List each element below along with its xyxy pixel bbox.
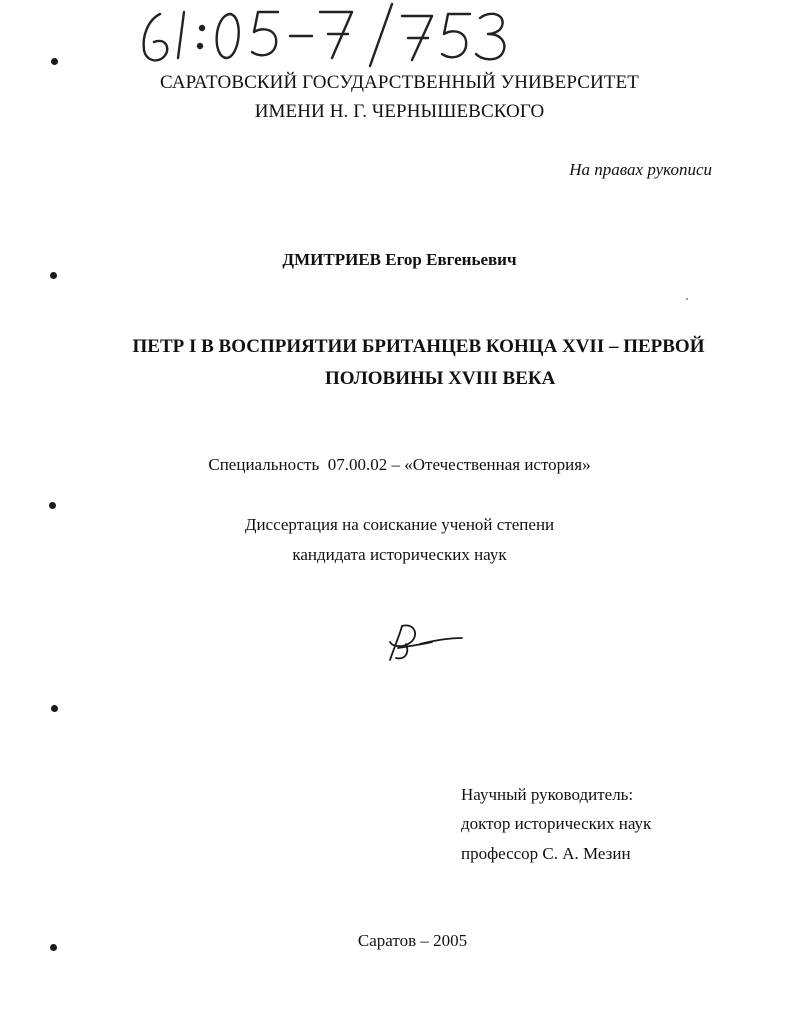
dissertation-title-line-2: ПОЛОВИНЫ XVIII ВЕКА (325, 368, 556, 389)
author-signature (380, 618, 470, 668)
punch-hole (51, 705, 58, 712)
punch-hole (51, 58, 58, 65)
handwritten-archive-code (130, 0, 530, 72)
dissertation-title-line-1: ПЕТР I В ВОСПРИЯТИИ БРИТАНЦЕВ КОНЦА XVII – ПЕРВОЙ (132, 336, 705, 357)
university-name: САРАТОВСКИЙ ГОСУДАРСТВЕННЫЙ УНИВЕРСИТЕТ (160, 72, 639, 93)
punch-hole (50, 272, 57, 279)
manuscript-note: На правах рукописи (569, 160, 712, 179)
city-year: Саратов – 2005 (357, 931, 468, 950)
author-given-names: Егор Евгеньевич (385, 250, 517, 269)
specialty-label: Специальность (208, 455, 320, 474)
advisor-name: профессор С. А. Мезин (461, 844, 631, 863)
specialty (0, 455, 799, 475)
specialty-code: 07.00.02 – «Отечественная история» (327, 455, 591, 474)
author-name (0, 250, 799, 270)
degree-line-2: кандидата исторических наук (292, 545, 507, 564)
punch-hole (49, 502, 56, 509)
advisor-degree: доктор исторических наук (461, 814, 652, 833)
scan-speck (686, 298, 688, 300)
author-surname: ДМИТРИЕВ (282, 250, 382, 269)
university-named-after: ИМЕНИ Н. Г. ЧЕРНЫШЕВСКОГО (254, 101, 545, 122)
advisor-heading: Научный руководитель: (461, 785, 634, 804)
degree-line-1: Диссертация на соискание ученой степени (244, 515, 555, 534)
